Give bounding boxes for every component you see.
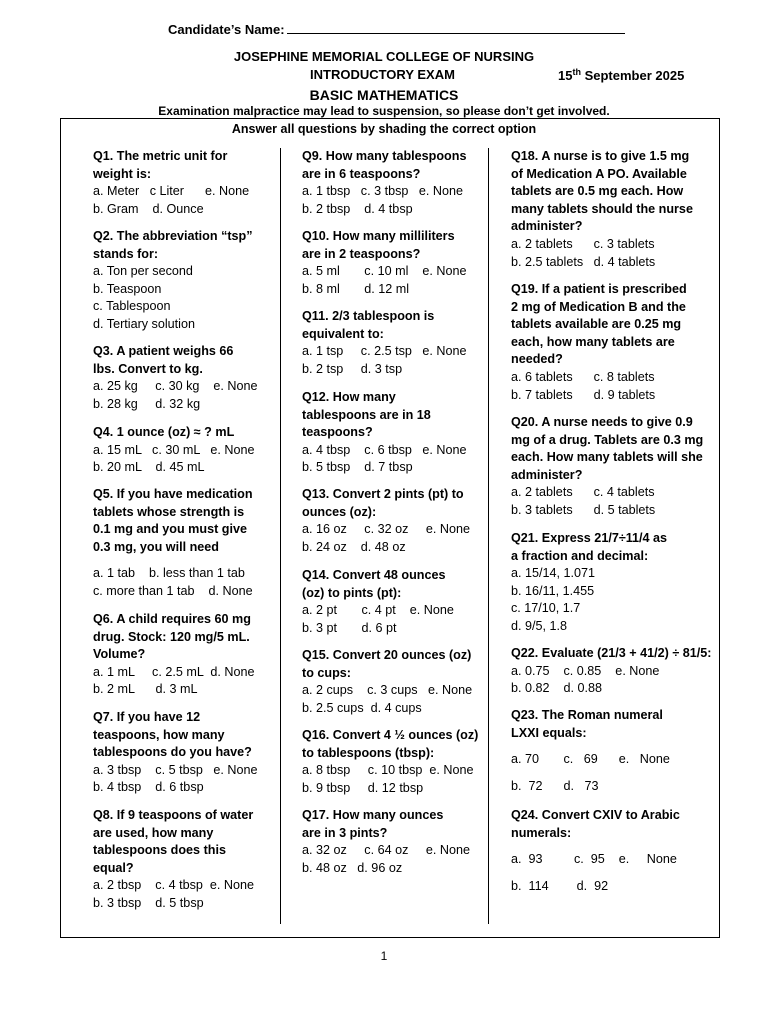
answer-options-line[interactable]: b. 8 ml d. 12 ml (302, 281, 410, 296)
exam-date (558, 68, 684, 83)
question-stem-line: Q24. Convert CXIV to Arabic (511, 808, 680, 822)
question-stem-line: Q1. The metric unit for (93, 149, 228, 163)
column-divider-1 (280, 148, 281, 924)
question-stem-line: Q9. How many tablespoons (302, 149, 467, 163)
answer-options-line[interactable]: a. 32 oz c. 64 oz e. None (302, 843, 471, 858)
question-stem-line: stands for: (93, 246, 159, 261)
answer-options-line[interactable]: b. 16/11, 1.455 (511, 583, 595, 598)
question-q19 (511, 281, 687, 404)
question-q3 (93, 343, 258, 413)
column-divider-2 (488, 148, 489, 924)
question-stem-line: needed? (511, 352, 563, 367)
question-stem-line: a fraction and decimal: (511, 548, 649, 563)
question-q14 (302, 567, 454, 637)
answer-options-line[interactable]: b. 72 d. 73 (511, 778, 599, 793)
answer-options-line[interactable]: a. 25 kg c. 30 kg e. None (93, 379, 258, 394)
answer-options-line[interactable]: c. more than 1 tab d. None (93, 583, 253, 598)
exam-type: INTRODUCTORY EXAM (310, 67, 455, 82)
question-stem-line: Q22. Evaluate (21/3 + 41/2) ÷ 81/5: (511, 646, 712, 660)
answer-options-line[interactable]: a. 70 c. 69 e. None (511, 752, 670, 767)
answer-options-line[interactable]: a. 2 tablets c. 4 tablets (511, 485, 655, 500)
question-stem-line: tablets whose strength is (93, 504, 245, 519)
answer-options-line[interactable]: a. 1 tab b. less than 1 tab (93, 566, 245, 581)
question-stem-line: numerals: (511, 825, 572, 840)
question-stem-line: of Medication A PO. Available (511, 166, 687, 181)
question-stem-line: drug. Stock: 120 mg/5 mL. (93, 629, 250, 644)
answer-options-line[interactable]: b. 9 tbsp d. 12 tbsp (302, 780, 424, 795)
candidate-name-label: Candidate’s Name: (168, 22, 285, 37)
question-stem-line: to tablespoons (tbsp): (302, 745, 435, 760)
answer-options-line[interactable]: b. 7 tablets d. 9 tablets (511, 387, 656, 402)
question-q15 (302, 647, 472, 717)
question-stem-line: 2 mg of Medication B and the (511, 299, 686, 314)
answer-options-line[interactable]: a. 2 tablets c. 3 tablets (511, 236, 655, 251)
answer-options-line[interactable]: a. 4 tbsp c. 6 tbsp e. None (302, 442, 467, 457)
question-stem-line: each. How many tablets will she (511, 450, 703, 465)
question-stem-line: Q21. Express 21/7÷11/4 as (511, 531, 668, 545)
question-stem-line: Q17. How many ounces (302, 808, 444, 822)
question-q6 (93, 611, 254, 699)
answer-options-line[interactable]: a. 15/14, 1.071 (511, 566, 596, 581)
answer-options-line[interactable]: b. 28 kg d. 32 kg (93, 396, 201, 411)
answer-options-line[interactable]: b. 2.5 tablets d. 4 tablets (511, 254, 656, 269)
question-stem-line: are in 6 teaspoons? (302, 166, 421, 181)
college-name: JOSEPHINE MEMORIAL COLLEGE OF NURSING (233, 49, 535, 64)
question-q20 (511, 414, 703, 520)
answer-options-line[interactable]: a. 5 ml c. 10 ml e. None (302, 264, 467, 279)
question-stem-line: administer? (511, 219, 583, 234)
question-stem-line: Q4. 1 ounce (oz) ≈ ? mL (93, 425, 235, 439)
answer-options-line[interactable]: d. Tertiary solution (93, 316, 195, 331)
answer-options-line[interactable]: a. 1 tsp c. 2.5 tsp e. None (302, 344, 467, 359)
answer-options-line[interactable]: b. 24 oz d. 48 oz (302, 539, 406, 554)
question-stem-line: ounces (oz): (302, 504, 377, 519)
question-q22 (511, 645, 711, 698)
question-stem-line: Q11. 2/3 tablespoon is (302, 309, 435, 323)
question-stem-line: many tablets should the nurse (511, 201, 693, 216)
question-stem-line: Q2. The abbreviation “tsp” (93, 229, 253, 243)
question-q12 (302, 389, 467, 477)
answer-options-line[interactable]: b. Gram d. Ounce (93, 201, 204, 216)
question-q18 (511, 148, 693, 271)
question-stem-line: weight is: (93, 166, 152, 181)
answer-options-line[interactable]: b. 3 tbsp d. 5 tbsp (93, 895, 204, 910)
question-q11 (302, 308, 467, 378)
question-q9 (302, 148, 466, 218)
answer-options-line[interactable]: b. 20 mL d. 45 mL (93, 460, 205, 475)
question-q23 (511, 707, 670, 795)
question-stem-line: administer? (511, 467, 583, 482)
answer-options-line[interactable]: b. 48 oz d. 96 oz (302, 860, 403, 875)
candidate-name-line[interactable] (287, 21, 625, 34)
question-stem-line: Q6. A child requires 60 mg (93, 612, 251, 626)
question-stem-line: Q12. How many (302, 390, 396, 404)
question-stem-line: each, how many tablets are (511, 334, 675, 349)
answer-options-line[interactable]: b. 2.5 cups d. 4 cups (302, 700, 422, 715)
answer-options-line[interactable]: b. 3 pt d. 6 pt (302, 620, 397, 635)
question-stem-line: are used, how many (93, 825, 214, 840)
subject-title: BASIC MATHEMATICS (309, 87, 459, 103)
instruction-text: Answer all questions by shading the correct option (231, 122, 537, 136)
question-stem-line: 0.1 mg and you must give (93, 522, 247, 537)
question-stem-line: Q20. A nurse needs to give 0.9 (511, 415, 693, 429)
answer-options-line[interactable]: b. 0.82 d. 0.88 (511, 681, 603, 696)
question-q10 (302, 228, 466, 298)
question-stem-line: to cups: (302, 665, 351, 680)
question-stem-line: are in 2 teaspoons? (302, 246, 421, 261)
candidate-name-field (168, 21, 625, 37)
malpractice-warning: Examination malpractice may lead to suspension, so please don’t get involved. (158, 104, 610, 118)
question-q16 (302, 727, 478, 797)
question-stem-line: equivalent to: (302, 326, 384, 341)
question-q1 (93, 148, 249, 218)
question-stem-line: Q14. Convert 48 ounces (302, 568, 446, 582)
answer-options-line[interactable]: a. 1 tbsp c. 3 tbsp e. None (302, 184, 464, 199)
question-stem-line: tablets available are 0.25 mg (511, 317, 682, 332)
answer-options-line[interactable]: b. 2 tsp d. 3 tsp (302, 361, 403, 376)
question-stem-line: teaspoons, how many (93, 727, 225, 742)
question-q21 (511, 530, 667, 636)
question-stem-line: equal? (93, 860, 134, 875)
question-stem-line: Q7. If you have 12 (93, 710, 201, 724)
question-q8 (93, 807, 254, 913)
question-stem-line: Q16. Convert 4 ½ ounces (oz) (302, 728, 479, 742)
answer-options-line[interactable]: a. 2 cups c. 3 cups e. None (302, 683, 473, 698)
answer-options-line[interactable]: c. Tablespoon (93, 299, 171, 314)
question-stem-line: Q23. The Roman numeral (511, 708, 663, 722)
question-q17 (302, 807, 470, 877)
answer-options-line[interactable]: a. Meter c Liter e. None (93, 184, 250, 199)
question-q4 (93, 424, 254, 477)
question-q5 (93, 486, 253, 601)
answer-options-line[interactable]: b. 114 d. 92 (511, 878, 609, 893)
answer-options-line[interactable]: a. 3 tbsp c. 5 tbsp e. None (93, 762, 258, 777)
question-stem-line: tablespoons does this (93, 843, 226, 858)
answer-options-line[interactable]: d. 9/5, 1.8 (511, 618, 568, 633)
answer-options-line[interactable]: b. 2 mL d. 3 mL (93, 682, 198, 697)
page-number: 1 (380, 949, 388, 963)
answer-options-line[interactable]: a. 2 pt c. 4 pt e. None (302, 603, 454, 618)
question-stem-line: tablespoons are in 18 (302, 407, 431, 422)
question-stem-line: Q18. A nurse is to give 1.5 mg (511, 149, 690, 163)
question-q24 (511, 807, 680, 895)
answer-options-line[interactable]: b. Teaspoon (93, 281, 162, 296)
question-stem-line: Q15. Convert 20 ounces (oz) (302, 648, 472, 662)
answer-options-line[interactable]: b. 4 tbsp d. 6 tbsp (93, 780, 204, 795)
answer-options-line[interactable]: c. 17/10, 1.7 (511, 601, 581, 616)
answer-options-line[interactable]: a. 2 tbsp c. 4 tbsp e. None (93, 878, 255, 893)
date-month-year: September 2025 (580, 68, 685, 83)
answer-options-line[interactable]: b. 5 tbsp d. 7 tbsp (302, 460, 413, 475)
question-stem-line: 0.3 mg, you will need (93, 539, 219, 554)
answer-options-line[interactable]: a. Ton per second (93, 264, 193, 279)
question-stem-line: Q13. Convert 2 pints (pt) to (302, 487, 464, 501)
question-stem-line: tablets are 0.5 mg each. How (511, 184, 684, 199)
question-stem-line: mg of a drug. Tablets are 0.3 mg (511, 432, 704, 447)
date-suffix: th (572, 67, 581, 77)
answer-options-line[interactable]: a. 6 tablets c. 8 tablets (511, 369, 655, 384)
question-q2 (93, 228, 253, 334)
answer-options-line[interactable]: a. 15 mL c. 30 mL e. None (93, 442, 255, 457)
answer-options-line[interactable]: a. 16 oz c. 32 oz e. None (302, 522, 471, 537)
question-stem-line: LXXI equals: (511, 725, 587, 740)
question-stem-line: (oz) to pints (pt): (302, 585, 402, 600)
answer-options-line[interactable]: a. 1 mL c. 2.5 mL d. None (93, 664, 255, 679)
answer-options-line[interactable]: b. 3 tablets d. 5 tablets (511, 502, 656, 517)
question-stem-line: Q10. How many milliliters (302, 229, 455, 243)
answer-options-line[interactable]: a. 93 c. 95 e. None (511, 852, 677, 867)
answer-options-line[interactable]: b. 2 tbsp d. 4 tbsp (302, 201, 413, 216)
question-q7 (93, 709, 258, 797)
question-stem-line: Q8. If 9 teaspoons of water (93, 808, 254, 822)
question-stem-line: are in 3 pints? (302, 825, 388, 840)
question-stem-line: teaspoons? (302, 425, 373, 440)
question-stem-line: Q3. A patient weighs 66 (93, 344, 234, 358)
answer-options-line[interactable]: a. 8 tbsp c. 10 tbsp e. None (302, 763, 474, 778)
question-stem-line: Q19. If a patient is prescribed (511, 282, 687, 296)
question-stem-line: Q5. If you have medication (93, 487, 253, 501)
question-stem-line: Volume? (93, 647, 146, 662)
question-q13 (302, 486, 470, 556)
date-day: 15 (558, 68, 573, 83)
answer-options-line[interactable]: a. 0.75 c. 0.85 e. None (511, 663, 660, 678)
question-stem-line: lbs. Convert to kg. (93, 361, 203, 376)
question-stem-line: tablespoons do you have? (93, 745, 252, 760)
